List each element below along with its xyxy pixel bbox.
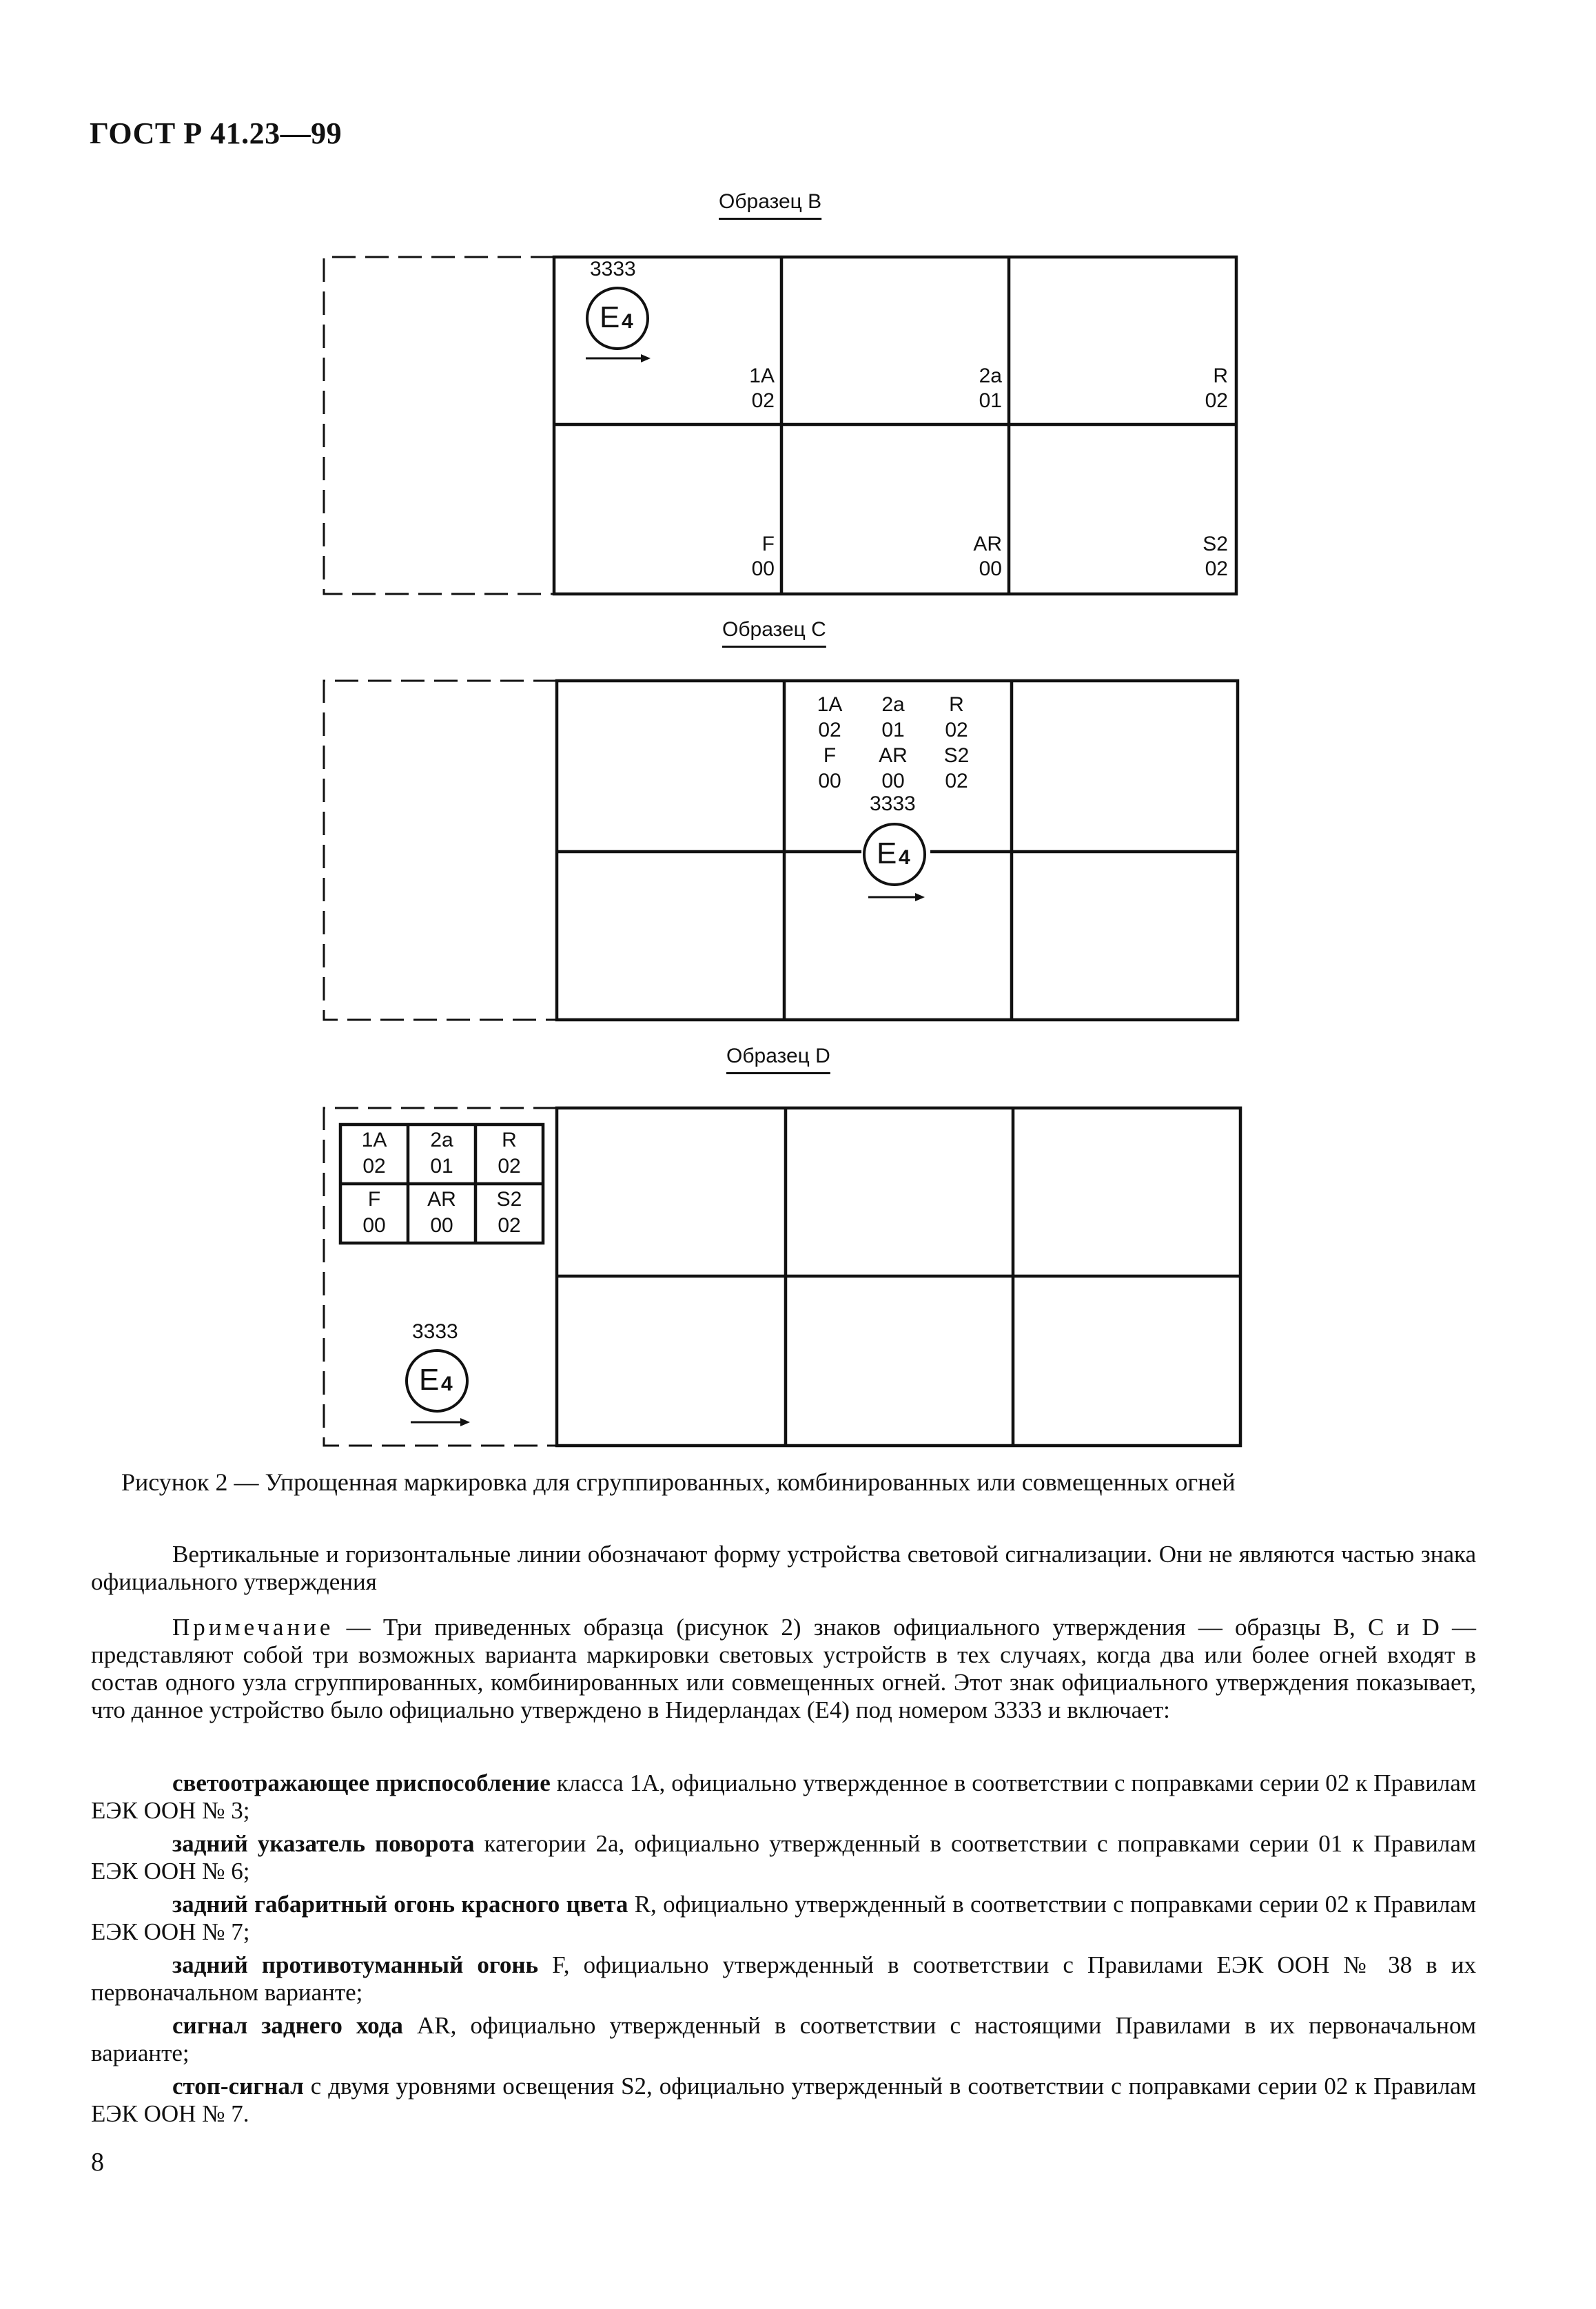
sample-b-cell-1: 1A 02 <box>749 365 775 412</box>
item-turn-indicator: задний указатель поворота категории 2a, официально утвержденный в соответствии с поправками серии 01 к Правилам ЕЭК ООН № 6; <box>91 1830 1477 1885</box>
sample-c-mark-letter: E <box>877 837 897 870</box>
sample-d-table-cell-3: R 02 <box>498 1129 521 1178</box>
sample-c-dashed-outline <box>324 681 557 1020</box>
sample-c-mark-number: 4 <box>899 846 910 869</box>
sample-d-title: Образец D <box>726 1045 830 1067</box>
page-number: 8 <box>91 2148 104 2177</box>
sample-d-mark-letter: E <box>419 1363 440 1397</box>
sample-d-mark-number: 4 <box>441 1373 453 1395</box>
figure-caption: Рисунок 2 — Упрощенная маркировка для сгруппированных, комбинированных или совмещенных огней <box>121 1468 1236 1496</box>
sample-c-col-2: 2a 01 AR 00 <box>879 693 908 792</box>
item-reversing-lamp: сигнал заднего хода AR, официально утвержденный в соответствии с настоящими Правилами в их первоначальном варианте; <box>91 2012 1477 2066</box>
arrow-right-icon <box>915 893 925 901</box>
sample-d-table-cell-1: 1A 02 <box>361 1129 387 1178</box>
sample-b-cell-6: S2 02 <box>1203 533 1228 580</box>
note-paragraph: Примечание — Три приведенных образца (рисунок 2) знаков официального утверждения — образцы B, C и D — представляют собой три возможных варианта маркировки световых устройств в тех случаях, когда два или более огней входят в состав одного узла сгруппированных, комбинированных или совмещенных огней. Этот знак официального утверждения показывает, что данное устройство было официально утверждено в Нидерландах (E4) под номером 3333 и включает: <box>91 1614 1476 1723</box>
sample-c-col-3: R 02 S2 02 <box>943 693 970 792</box>
sample-b-cell-3: R 02 <box>1205 365 1228 412</box>
sample-b-cell-5: AR 00 <box>973 533 1002 580</box>
sample-c-approval-number: 3333 <box>870 792 916 815</box>
sample-b-cell-2: 2a 01 <box>979 365 1002 412</box>
note-label: Примечание <box>172 1614 334 1641</box>
sample-d-table-cell-5: AR 00 <box>427 1188 456 1237</box>
sample-b-cell-4: F 00 <box>751 533 775 580</box>
sample-d-table-cell-4: F 00 <box>362 1188 386 1237</box>
sample-c-col-1: 1A 02 F 00 <box>817 693 843 792</box>
sample-b-mark-letter: E <box>600 300 620 334</box>
sample-d-table-cell-6: S2 02 <box>496 1188 522 1237</box>
item-fog-lamp: задний противотуманный огонь F, официально утвержденный в соответствии с Правилами ЕЭК ООН № 38 в их первоначальном варианте; <box>91 1951 1476 2006</box>
lines-note-paragraph: Вертикальные и горизонтальные линии обозначают форму устройства световой сигнализации. Они не являются частью знака официального утверждения <box>91 1541 1476 1595</box>
sample-d-table-cell-2: 2a 01 <box>430 1129 453 1178</box>
sample-b-diagram <box>324 257 1236 594</box>
sample-b-mark-number: 4 <box>622 310 633 333</box>
arrow-right-icon <box>641 354 651 362</box>
sample-c-title: Образец C <box>722 618 826 641</box>
item-stop-lamp: стоп-сигнал с двумя уровнями освещения S2, официально утвержденный в соответствии с поправками серии 02 к Правилам ЕЭК ООН № 7. <box>91 2073 1476 2127</box>
item-reflector: светоотражающее приспособление класса 1A, официально утвержденное в соответствии с поправками серии 02 к Правилам ЕЭК ООН № 3; <box>91 1769 1476 1824</box>
item-position-lamp: задний габаритный огонь красного цвета R, официально утвержденный в соответствии с поправками серии 02 к Правилам ЕЭК ООН № 7; <box>91 1891 1476 1945</box>
sample-c-diagram <box>324 681 1238 1020</box>
sample-d-approval-number: 3333 <box>412 1320 458 1343</box>
sample-b-approval-number: 3333 <box>590 258 636 280</box>
arrow-right-icon <box>460 1418 470 1426</box>
sample-b-title: Образец B <box>719 190 822 213</box>
document-header: ГОСТ Р 41.23—99 <box>90 116 342 150</box>
sample-b-dashed-outline <box>324 257 554 594</box>
